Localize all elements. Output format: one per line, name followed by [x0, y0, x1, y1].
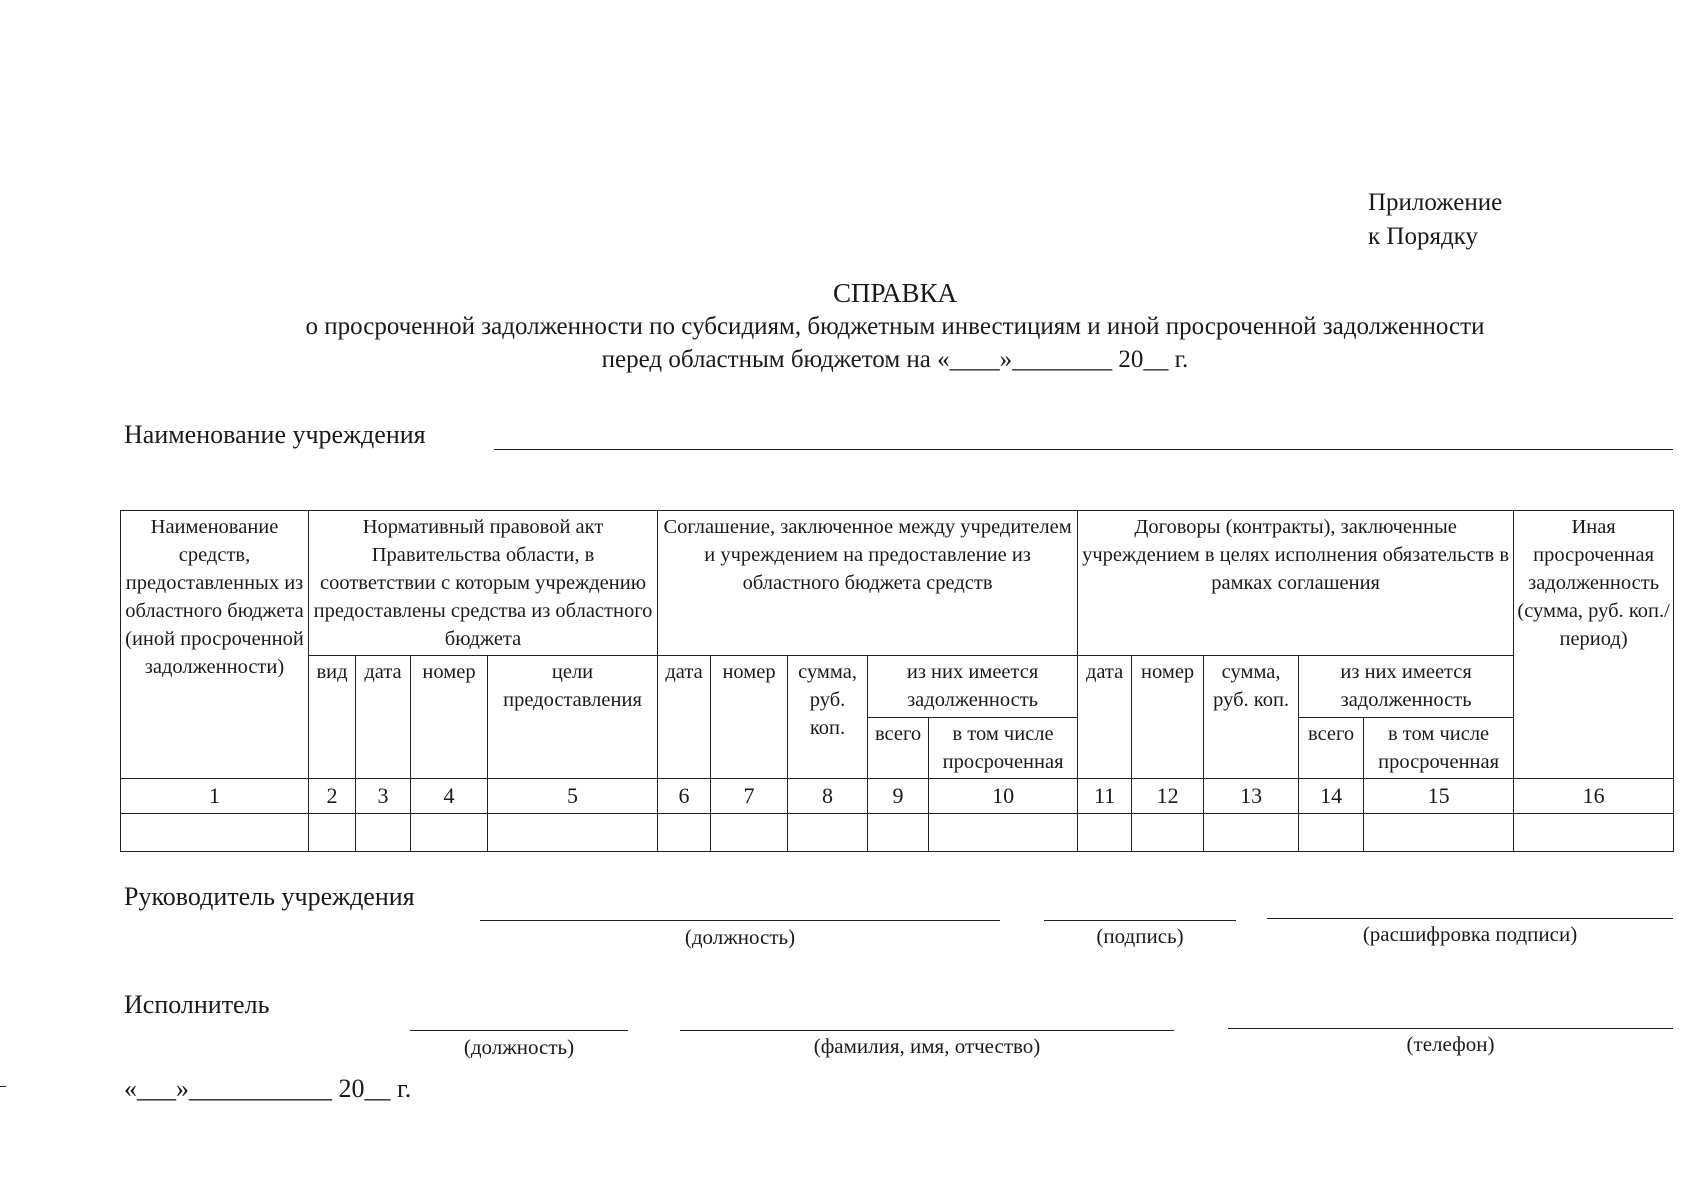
column-number: 16 — [1514, 779, 1674, 814]
document-title: СПРАВКА — [832, 278, 958, 308]
head-signature-field[interactable] — [1044, 920, 1236, 921]
column-number: 8 — [788, 779, 868, 814]
header-contract-debt: из них имеется задолженность — [1299, 656, 1514, 718]
data-cell[interactable] — [1514, 814, 1674, 852]
header-agreement-sum: сумма, руб. коп. — [788, 656, 868, 779]
document-subtitle-line2: перед областным бюджетом на «____»________ 20__ г. — [601, 346, 1189, 373]
head-label: Руководитель учреждения — [124, 882, 415, 911]
data-cell[interactable] — [488, 814, 658, 852]
data-cell[interactable] — [1078, 814, 1132, 852]
head-position-caption: (должность) — [684, 925, 796, 949]
column-number: 13 — [1204, 779, 1299, 814]
data-cell[interactable] — [1132, 814, 1204, 852]
column-number: 7 — [711, 779, 788, 814]
head-signature-decode-field[interactable] — [1267, 918, 1673, 919]
column-number: 10 — [929, 779, 1078, 814]
debt-table — [120, 510, 1674, 852]
appendix-note — [1368, 186, 1502, 254]
column-number: 3 — [356, 779, 411, 814]
data-cell[interactable] — [788, 814, 868, 852]
header-agreement-debt: из них имеется задолженность — [868, 656, 1078, 718]
header-other-debt: Иная просроченная задолженность (сумма, руб. коп./период) — [1514, 511, 1674, 779]
column-number: 11 — [1078, 779, 1132, 814]
executor-phone-caption: (телефон) — [1406, 1032, 1495, 1056]
date-line[interactable]: «___»___________ 20__ г. — [124, 1074, 412, 1103]
header-act-date: дата — [356, 656, 411, 779]
column-number: 2 — [309, 779, 356, 814]
data-cell[interactable] — [658, 814, 711, 852]
data-cell[interactable] — [711, 814, 788, 852]
column-number: 12 — [1132, 779, 1204, 814]
executor-name-caption: (фамилия, имя, отчество) — [813, 1034, 1041, 1058]
data-cell[interactable] — [929, 814, 1078, 852]
header-act-number: номер — [411, 656, 488, 779]
appendix-line1: Приложение — [1368, 189, 1503, 216]
executor-position-field[interactable] — [410, 1030, 628, 1031]
header-contract-debt-overdue: в том числе просроченная — [1364, 718, 1514, 779]
executor-label: Исполнитель — [124, 990, 270, 1019]
header-legal-act: Нормативный правовой акт Правительства области, в соответствии с которым учреждению предоставлены средства из областного бюджета — [309, 511, 658, 656]
data-cell[interactable] — [1364, 814, 1514, 852]
head-signature-caption: (подпись) — [1096, 924, 1184, 948]
column-number: 14 — [1299, 779, 1364, 814]
header-act-type: вид — [309, 656, 356, 779]
head-position-field[interactable] — [480, 920, 1000, 921]
header-agreement-number: номер — [711, 656, 788, 779]
column-number: 4 — [411, 779, 488, 814]
header-contract-number: номер — [1132, 656, 1204, 779]
column-number: 1 — [121, 779, 309, 814]
header-fund-name: Наименование средств, предоставленных из областного бюджета (иной просроченной задолженности) — [121, 511, 309, 779]
data-cell[interactable] — [868, 814, 929, 852]
header-contract-debt-total: всего — [1299, 718, 1364, 779]
margin-mark — [0, 1086, 6, 1087]
head-signature-decode-caption: (расшифровка подписи) — [1362, 922, 1578, 946]
column-number: 9 — [868, 779, 929, 814]
column-number: 5 — [488, 779, 658, 814]
header-agreement-date: дата — [658, 656, 711, 779]
executor-phone-field[interactable] — [1228, 1028, 1673, 1029]
data-cell[interactable] — [356, 814, 411, 852]
data-cell[interactable] — [309, 814, 356, 852]
header-agreement-debt-overdue: в том числе просроченная — [929, 718, 1078, 779]
header-act-purpose: цели предоставления — [488, 656, 658, 779]
column-number: 6 — [658, 779, 711, 814]
executor-name-field[interactable] — [680, 1030, 1174, 1031]
data-cell[interactable] — [1204, 814, 1299, 852]
header-contract-date: дата — [1078, 656, 1132, 779]
data-cell[interactable] — [411, 814, 488, 852]
data-cell[interactable] — [121, 814, 309, 852]
executor-position-caption: (должность) — [463, 1035, 575, 1059]
document-subtitle-line1: о просроченной задолженности по субсидиям, бюджетным инвестициям и иной просроченной задолженности — [305, 313, 1485, 340]
data-cell[interactable] — [1299, 814, 1364, 852]
header-agreement-debt-total: всего — [868, 718, 929, 779]
column-number: 15 — [1364, 779, 1514, 814]
header-contract-sum: сумма, руб. коп. — [1204, 656, 1299, 779]
appendix-line2: к Порядку — [1368, 223, 1478, 250]
institution-label: Наименование учреждения — [124, 420, 426, 449]
header-agreement: Соглашение, заключенное между учредителем и учреждением на предоставление из областного бюджета средств — [658, 511, 1078, 656]
institution-name-field[interactable] — [494, 449, 1673, 450]
header-contracts: Договоры (контракты), заключенные учреждением в целях исполнения обязательств в рамках соглашения — [1078, 511, 1514, 656]
